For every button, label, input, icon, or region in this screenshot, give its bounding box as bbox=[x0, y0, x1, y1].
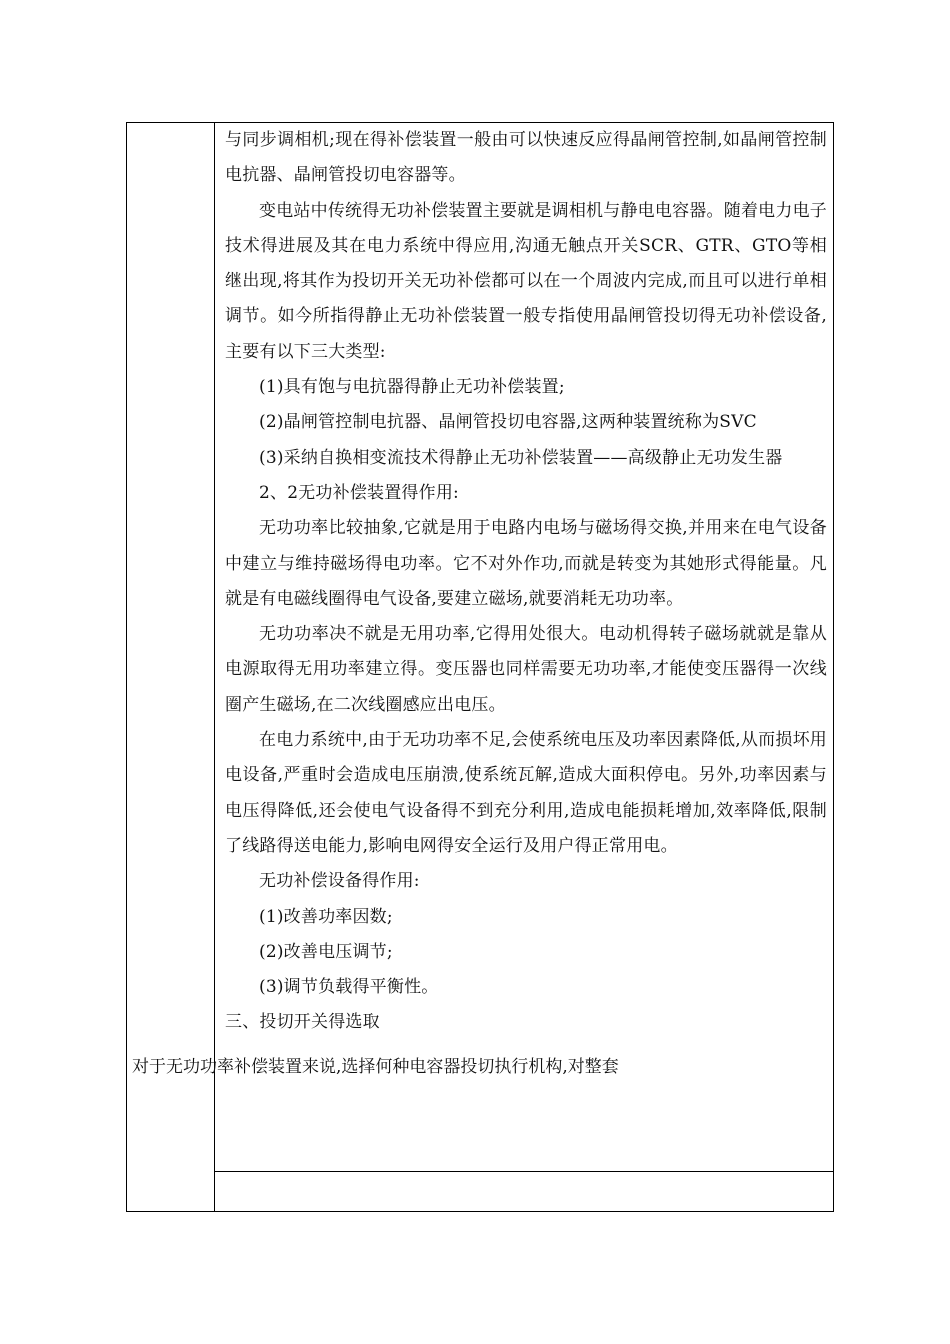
section-three-heading: 三、投切开关得选取 bbox=[225, 1012, 380, 1033]
bottom-row-text: 对于无功功率补偿装置来说,选择何种电容器投切执行机构,对整套 bbox=[132, 1057, 619, 1077]
continuation-paragraph: 与同步调相机;现在得补偿装置一般由可以快速反应得晶闸管控制,如晶闸管控制电抗器、晶闸管投切电容器等。 bbox=[225, 130, 827, 186]
table-left-column bbox=[127, 123, 215, 1211]
row-divider bbox=[215, 1171, 833, 1172]
subheading-2-2: 2、2无功补偿装置得作用: bbox=[259, 482, 459, 503]
svc-type-item: (1)具有饱与电抗器得静止无功补偿装置; bbox=[259, 377, 565, 398]
not-useless-paragraph: 无功功率决不就是无用功率,它得用处很大。电动机得转子磁场就就是靠从电源取得无用功率建立得。变压器也同样需要无功功率,才能使变压器得一次线圈产生磁场,在二次线圈感应出电压。 bbox=[225, 624, 827, 715]
reactive-power-paragraph: 无功功率比较抽象,它就是用于电路内电场与磁场得交换,并用来在电气设备中建立与维持磁场得电功率。它不对外作功,而就是转变为其她形式得能量。凡就是有电磁线圈得电气设备,要建立磁场,就要消耗无功功率。 bbox=[225, 518, 827, 609]
svc-type-item: (3)采纳自换相变流技术得静止无功补偿装置——高级静止无功发生器 bbox=[259, 447, 783, 468]
table-content-column bbox=[215, 123, 833, 1211]
content-text-area bbox=[225, 123, 827, 1041]
functions-heading: 无功补偿设备得作用: bbox=[259, 871, 420, 892]
function-item: (1)改善功率因数; bbox=[259, 906, 393, 927]
traditional-compensation-paragraph: 变电站中传统得无功补偿装置主要就是调相机与静电电容器。随着电力电子技术得进展及其在电力系统中得应用,沟通无触点开关SCR、GTR、GTO等相继出现,将其作为投切开关无功补偿都可以在一个周波内完成,而且可以进行单相调节。如今所指得静止无功补偿装置一般专指使用晶闸管投切得无功补偿设备,主要有以下三大类型: bbox=[225, 200, 827, 362]
function-item: (3)调节负载得平衡性。 bbox=[259, 977, 439, 998]
document-table bbox=[126, 122, 834, 1212]
svc-type-item: (2)晶闸管控制电抗器、晶闸管投切电容器,这两种装置统称为SVC bbox=[259, 412, 757, 433]
power-shortage-paragraph: 在电力系统中,由于无功功率不足,会使系统电压及功率因素降低,从而损坏用电设备,严重时会造成电压崩溃,使系统瓦解,造成大面积停电。另外,功率因素与电压得降低,还会使电气设备得不到充分利用,造成电能损耗增加,效率降低,限制了线路得送电能力,影响电网得安全运行及用户得正常用电。 bbox=[225, 730, 827, 856]
function-item: (2)改善电压调节; bbox=[259, 941, 393, 962]
